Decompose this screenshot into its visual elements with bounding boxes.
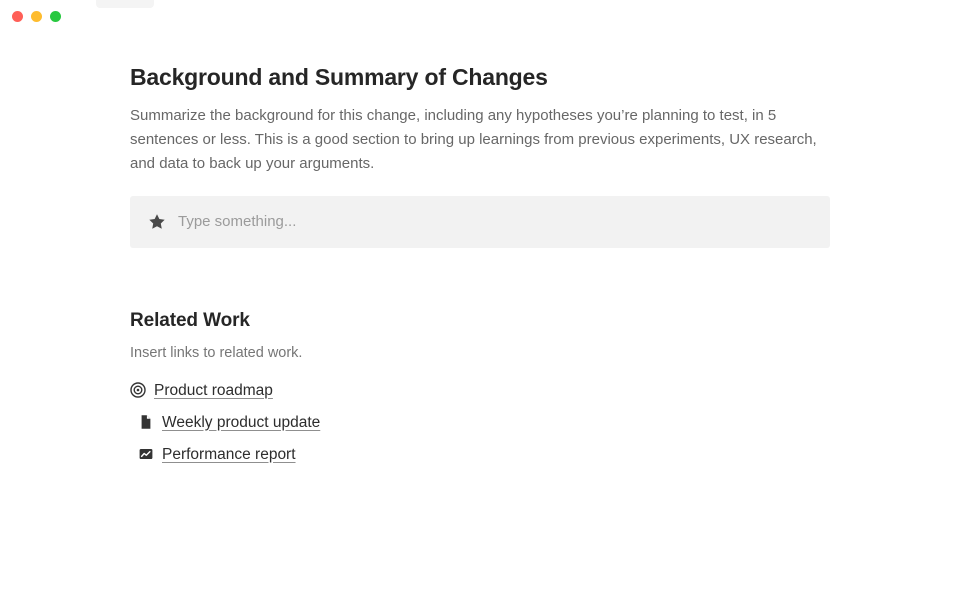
related-work-link-label[interactable]: Performance report (162, 445, 296, 463)
star-icon (148, 213, 166, 231)
related-work-title: Related Work (130, 310, 250, 331)
window-titlebar (0, 0, 960, 32)
list-item[interactable] (130, 406, 836, 438)
background-input-block[interactable] (130, 196, 830, 248)
window-controls[interactable] (12, 11, 61, 22)
background-description: Summarize the background for this change, including any hypotheses you’re planning to test, in 5 sentences or less. This is a good section to bring up learnings from previous experiments, UX research, and data to back up your arguments. (130, 107, 817, 172)
related-work-link-label[interactable]: Product roadmap (154, 381, 273, 399)
related-work-list (130, 374, 836, 470)
related-work-link-label[interactable]: Weekly product update (162, 413, 321, 431)
chart-icon (138, 446, 154, 462)
close-window-button[interactable] (12, 11, 23, 22)
titlebar-tab-ghost (96, 0, 154, 8)
document-icon (138, 414, 154, 430)
target-icon (130, 382, 146, 398)
minimize-window-button[interactable] (31, 11, 42, 22)
list-item[interactable] (130, 374, 836, 406)
related-work-hint: Insert links to related work. (130, 345, 303, 361)
maximize-window-button[interactable] (50, 11, 61, 22)
background-input-placeholder[interactable]: Type something... (178, 213, 297, 230)
page-title: Background and Summary of Changes (130, 64, 548, 90)
document-body (130, 62, 836, 470)
list-item[interactable] (130, 438, 836, 470)
